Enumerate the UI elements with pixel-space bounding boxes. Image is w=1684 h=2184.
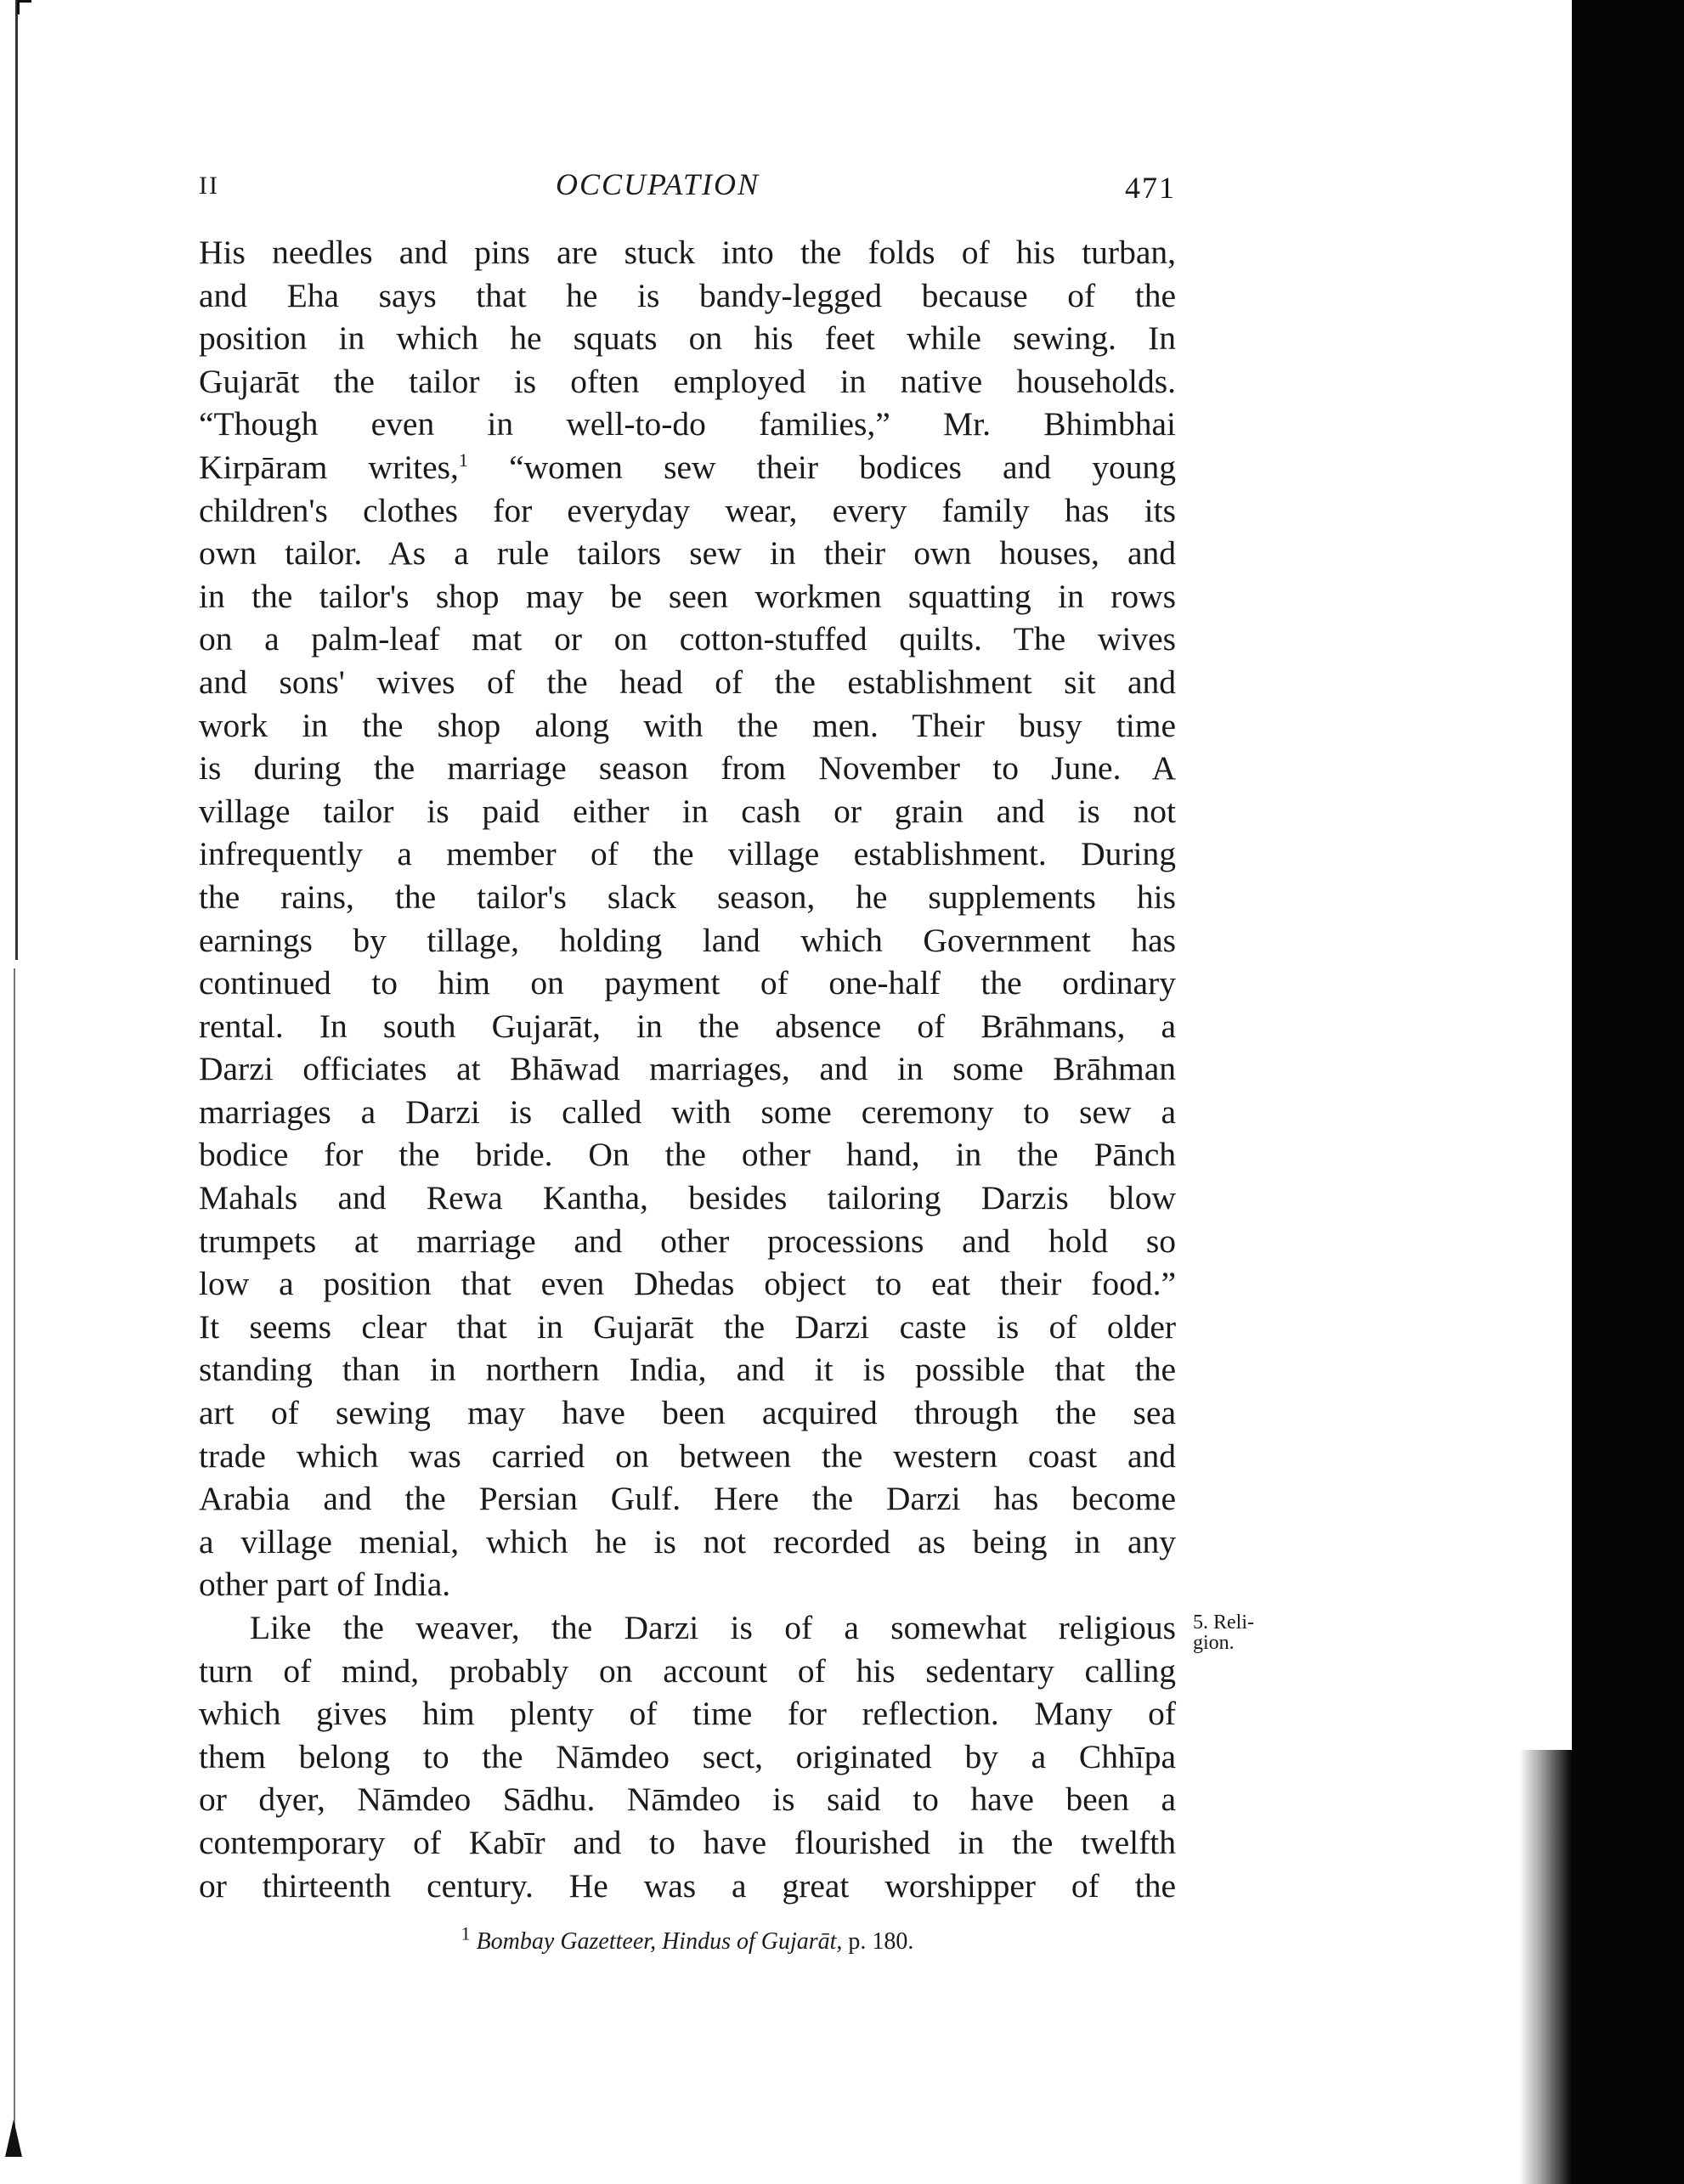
text-line: work in the shop along with the men. Their busy time [199,706,1176,744]
text-line: other part of India. [199,1566,451,1604]
text-line-with-footnote-ref [199,446,1176,489]
text-line: His needles and pins are stuck into the folds of his turban, [199,234,1176,271]
running-head [199,166,1176,209]
footnote-marker: 1 [461,1922,471,1944]
chapter-number: II [199,172,219,200]
text-line: on a palm-leaf mat or on cotton-stuffed quilts. The wives [199,620,1176,658]
text-line: Darzi officiates at Bhāwad marriages, and in some Brāhman [199,1050,1176,1088]
marginal-heading-line: 5. Reli- [1193,1611,1254,1634]
page-edge-rule [15,0,18,960]
text-line: trumpets at marriage and other processions and hold so [199,1222,1176,1260]
text-line: them belong to the Nāmdeo sect, originated by a Chhīpa [199,1737,1176,1775]
marginal-heading [1193,1612,1295,1653]
text-line: Arabia and the Persian Gulf. Here the Darzi has become [199,1480,1176,1518]
text-line: art of sewing may have been acquired through the sea [199,1394,1176,1432]
text-line: Mahals and Rewa Kantha, besides tailoring Darzis blow [199,1179,1176,1217]
page-edge-rule-lower [14,968,15,2141]
text-line: contemporary of Kabīr and to have flourished in the twelfth [199,1823,1176,1861]
text-line: Gujarāt the tailor is often employed in native households. [199,362,1176,400]
text-line: infrequently a member of the village establishment. During [199,835,1176,873]
text-line: turn of mind, probably on account of his sedentary calling [199,1651,1176,1690]
binding-shadow-fade [1519,1750,1572,2184]
text-line: own tailor. As a rule tailors sew in their own houses, and [199,534,1176,573]
page-number: 471 [1125,171,1176,205]
text-line: village tailor is paid either in cash or grain and is not [199,792,1176,830]
text-line: “Though even in well-to-do families,” Mr. Bhimbhai [199,405,1176,443]
running-title: OCCUPATION [556,167,760,201]
text-line: earnings by tillage, holding land which Government has [199,921,1176,959]
text-line: low a position that even Dhedas object to eat their food.” [199,1265,1176,1303]
text-line: and Eha says that he is bandy-legged because of the [199,276,1176,314]
text-line-paragraph-start: Like the weaver, the Darzi is of a somewhat religious [250,1609,1176,1646]
text-line: It seems clear that in Gujarāt the Darzi caste is of older [199,1307,1176,1346]
text-line: continued to him on payment of one-half the ordinary [199,964,1176,1002]
footnote-citation: Bombay Gazetteer, Hindus of Gujarāt, [476,1928,843,1955]
text-line: or dyer, Nāmdeo Sādhu. Nāmdeo is said to have been a [199,1780,1176,1819]
footnote [199,1922,1176,1955]
text-line: position in which he squats on his feet while sewing. In [199,319,1176,358]
corner-mark-top [17,0,31,14]
text-line: a village menial, which he is not recorded as being in any [199,1522,1176,1560]
text-segment: “women sew their bodices and young [509,448,1176,486]
binding-shadow [1572,0,1684,2184]
text-line: marriages a Darzi is called with some ceremony to sew a [199,1092,1176,1131]
corner-mark-bottom [5,2119,22,2157]
text-line: children's clothes for everyday wear, every family has its [199,491,1176,529]
text-line: in the tailor's shop may be seen workmen squatting in rows [199,577,1176,615]
body-text [199,231,1176,1907]
text-line: standing than in northern India, and it is possible that the [199,1351,1176,1389]
text-line: bodice for the bride. On the other hand, in the Pānch [199,1136,1176,1174]
text-line: rental. In south Gujarāt, in the absence of Brāhmans, a [199,1007,1176,1045]
text-line: and sons' wives of the head of the establishment sit and [199,663,1176,701]
footnote-page: p. 180. [848,1928,914,1955]
text-line: trade which was carried on between the western coast and [199,1436,1176,1475]
footnote-reference: 1 [458,449,468,471]
text-line: the rains, the tailor's slack season, he supplements his [199,878,1176,916]
text-line: is during the marriage season from November to June. A [199,749,1176,787]
text-segment: Kirpāram writes, [199,448,459,486]
text-line: or thirteenth century. He was a great worshipper of the [199,1866,1176,1905]
marginal-heading-line: gion. [1193,1632,1235,1654]
text-line: which gives him plenty of time for reflection. Many of [199,1695,1176,1733]
